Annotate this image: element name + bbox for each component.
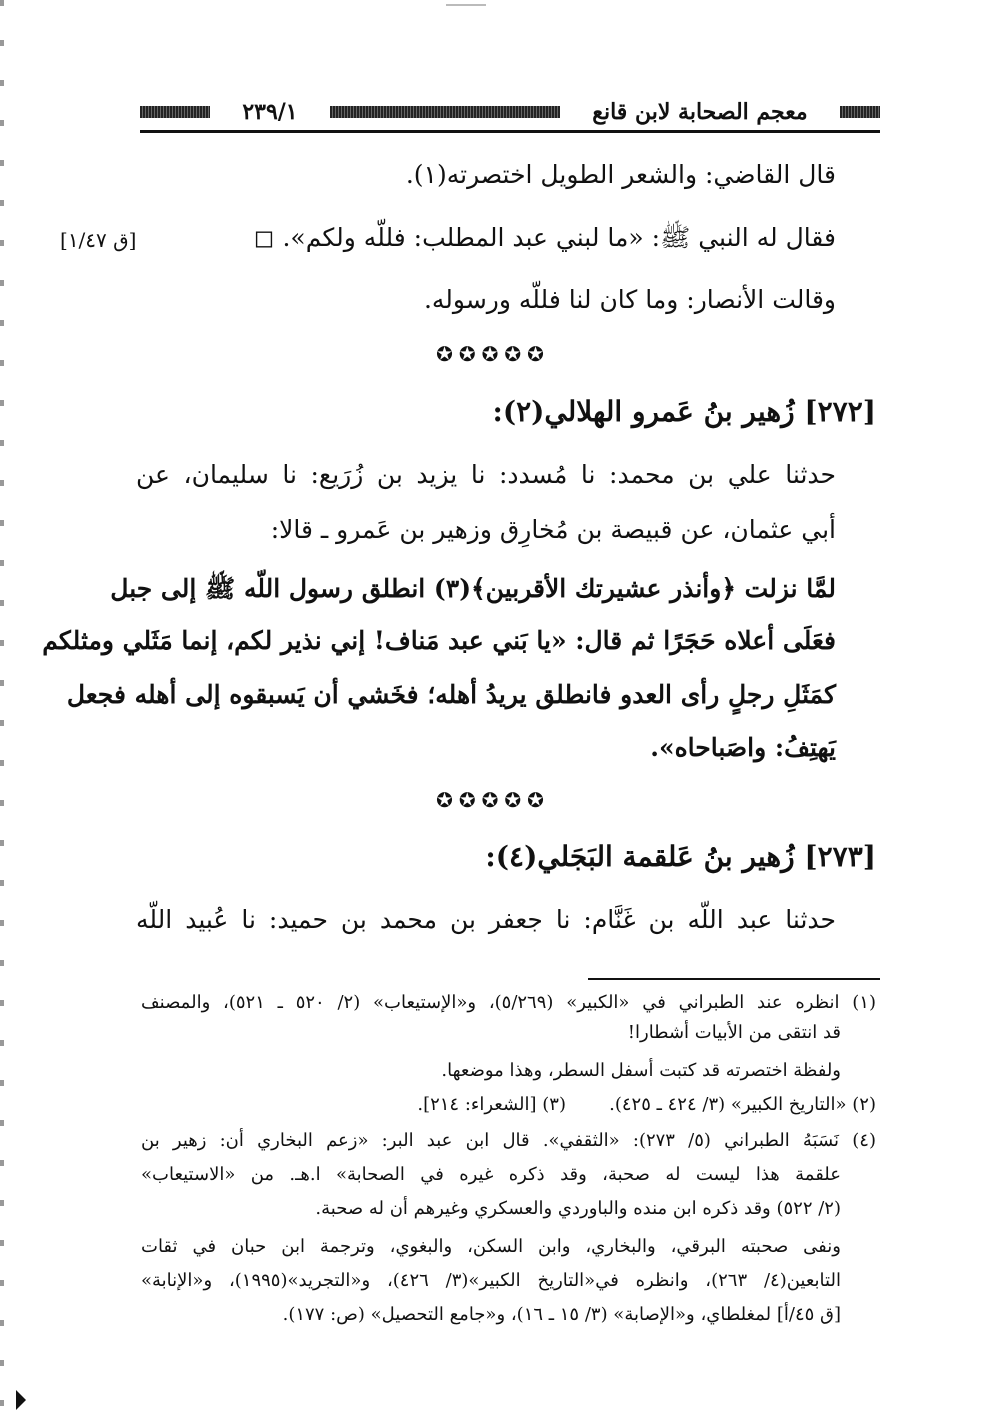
scan-mark [446, 4, 486, 6]
scan-corner-mark [16, 1390, 26, 1410]
footnote-line: التابعين(٤/ ٢٦٣)، وانظره في«التاريخ الكبير»(٣/ ٤٢٦)، و«التجريد»(١٩٩٥)، و«الإنابة» [141, 1270, 841, 1291]
body-line: يَهتِفُ: واصَباحاه». [650, 733, 836, 762]
header-rule [140, 130, 880, 133]
section-separator: ✪✪✪✪✪ [436, 342, 550, 366]
footnote-line: ونفى صحبته البرقي، والبخاري، وابن السكن، والبغوي، وترجمة ابن حبان في ثقات [141, 1236, 841, 1257]
footnote-line: ولفظة اختصرته قد كتبت أسفل السطر، وهذا موضعها. [441, 1060, 841, 1081]
body-line: لمَّا نزلت ﴿وأنذر عشيرتك الأقربين﴾(٣) انطلق رسول اللّه ﷺ إلى جبل [110, 574, 836, 603]
scan-edge [0, 0, 4, 1413]
body-line: فعَلَى أعلاه حَجَرًا ثم قال: «يا بَني عبد مَناف! إني نذير لكم، إنما مَثَلي ومثلكم [42, 626, 836, 655]
entry-heading: [٢٧٢] زُهير بنُ عَمرو الهلالي(٢): [492, 395, 876, 428]
footnote-line: قد انتقى من الأبيات أشطارا! [627, 1022, 841, 1043]
footnote-line: (١) انظره عند الطبراني في «الكبير» (٥/٢٦٩)، و«الإستيعاب» (٢/ ٥٢٠ ـ ٥٢١)، والمصنف [141, 992, 876, 1013]
body-line: كمَثَلِ رجلٍ رأى العدو فانطلق يريدُ أهله؛ فخَشي أن يَسبقوه إلى أهله فجعل [66, 680, 836, 709]
footnote-line: [ق ٤٥/أ] لمغلطاي، و«الإصابة» (٣/ ١٥ ـ ١٦)، و«جامع التحصيل» (ص: ١٧٧). [282, 1304, 841, 1325]
footnote-line: (٢/ ٥٢٢) وقد ذكره ابن منده والباوردي والعسكري وغيرهم أن له صحبة. [315, 1198, 841, 1219]
header-bar [140, 106, 210, 118]
footnote-line: (٣) [الشعراء: ٢١٤]. [417, 1094, 566, 1115]
body-line: أبي عثمان، عن قبيصة بن مُخارِق وزهير بن عَمرو ـ قالا: [270, 515, 836, 544]
entry-heading: [٢٧٣] زُهير بنُ عَلقمة البَجَلي(٤): [485, 840, 876, 873]
footnote-line: علقمة هذا ليست له صحبة، وقد ذكره غيره في الصحابة» ا.هـ. من «الاستيعاب» [141, 1164, 841, 1185]
footnote-rule [588, 978, 880, 980]
header-bar [840, 106, 880, 118]
running-header [140, 92, 880, 132]
body-line: وقالت الأنصار: وما كان لنا فللّه ورسوله. [423, 285, 836, 314]
body-line: قال القاضي: والشعر الطويل اختصرته(١). [405, 160, 836, 189]
body-line: حدثنا عبد اللّه بن غَنَّام: نا جعفر بن محمد بن حميد: نا عُبيد اللّه [136, 905, 836, 934]
footnote-line: (٤) نَسَبَهُ الطبراني (٥/ ٢٧٣): «الثقفي». قال ابن عبد البر: «زعم البخاري أن: زهير بن [141, 1130, 876, 1151]
margin-note: [ق ١/٤٧] [60, 228, 137, 252]
book-title: معجم الصحابة لابن قانع [592, 99, 808, 125]
page-number: ٢٣٩/١ [242, 99, 298, 125]
body-line: فقال له النبي ﷺ: «ما لبني عبد المطلب: فللّه ولكم». ◻ [253, 223, 836, 252]
header-bar [330, 106, 560, 118]
footnote-line: (٢) «التاريخ الكبير» (٣/ ٤٢٤ ـ ٤٢٥). [609, 1094, 876, 1115]
body-line: حدثنا علي بن محمد: نا مُسدد: نا يزيد بن زُرَيع: نا سليمان، عن [136, 460, 836, 489]
section-separator: ✪✪✪✪✪ [436, 788, 550, 812]
